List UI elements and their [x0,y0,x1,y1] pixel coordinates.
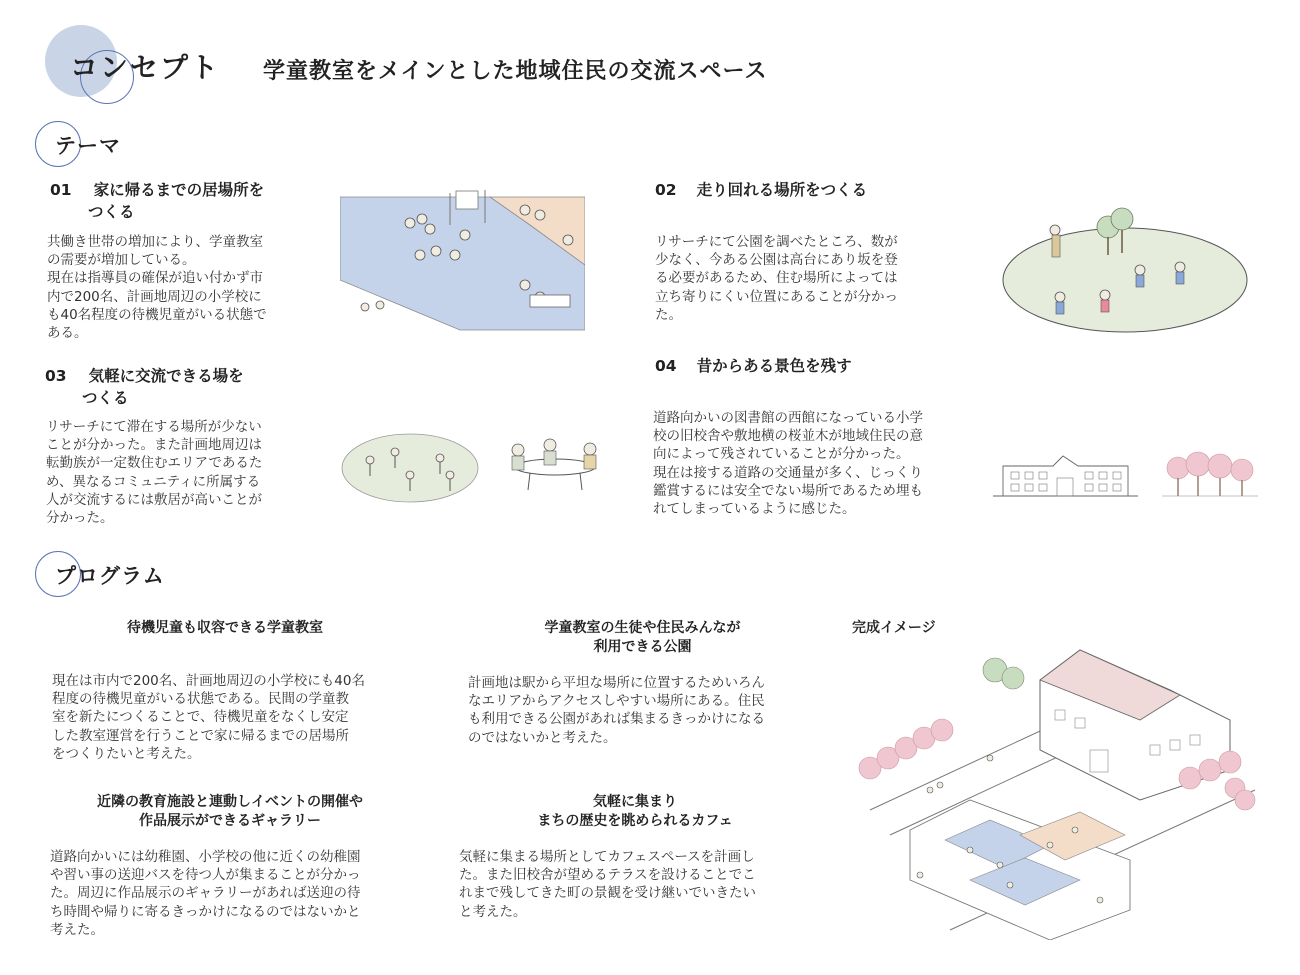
body-line: 向によって残されていることが分かった。 [653,446,910,463]
body-line: 分かった。 [46,510,114,527]
concept-subtitle: 学童教室をメインとした地域住民の交流スペース [263,59,768,84]
body-line: 現在は市内で200名、計画地周辺の小学校にも40名 [52,673,365,689]
body-line: 室を新たにつくることで、待機児童をなくし安定 [52,709,349,726]
theme-item-03-head-line1: 気軽に交流できる場を [88,367,244,385]
theme-item-01-body [47,233,267,342]
theme-item-03-head-line2: つくる [82,389,129,407]
program-item-3-body [50,848,361,939]
body-line: をつくりたいと考えた。 [52,745,201,762]
illustration-table [500,435,610,495]
body-line: ち時間や帰りに寄るきっかけになるのではないかと [50,903,361,920]
program-item-3-head [55,793,405,831]
body-line: ことが分かった。また計画地周辺は [46,437,262,454]
body-line: 鑑賞するには安全でない場所であるため埋も [653,482,923,499]
body-line: 程度の待機児童がいる状態である。民間の学童教 [52,691,349,708]
head-line: 気軽に集まり [593,794,677,810]
illustration-old-school [993,448,1138,500]
theme-item-01-head [50,180,264,201]
body-line: と考えた。 [459,903,527,920]
program-item-2-head [475,619,810,657]
head-line: 待機児童も収容できる学童教室 [127,620,323,636]
theme-title: テーマ [55,134,121,158]
body-line: め、異なるコミュニティに所属する [46,473,261,490]
body-line: る必要があるため、住む場所によっては [655,270,898,287]
body-line: リサーチにて滞在する場所が少ない [46,419,262,435]
body-line: や習い事の送迎バスを待つ人が集まることが分かっ [50,867,361,884]
theme-item-04-body [653,409,923,518]
body-line: も40名程度の待機児童がいる状態で [47,306,267,323]
theme-item-03-body [46,418,262,527]
theme-item-01-head-line1: 家に帰るまでの居場所を [93,181,265,199]
head-line: 作品展示ができるギャラリー [139,813,321,829]
theme-item-02-head-line1: 走り回れる場所をつくる [696,181,868,199]
head-line: 近隣の教育施設と連動しイベントの開催や [97,794,363,810]
body-line: のではないかと考えた。 [468,729,617,746]
body-line: 転勤族が一定数住むエリアであるた [46,455,263,472]
illustration-cherry-trees [1160,450,1260,500]
body-line: なエリアからアクセスしやすい場所にある。住民 [468,693,765,710]
theme-item-03-head [45,366,244,387]
head-line: 学童教室の生徒や住民みんなが [544,620,741,636]
illustration-completion [850,640,1270,940]
body-line: 現在は指導員の確保が追い付かず市 [47,270,263,287]
body-line: た。また旧校舎が望めるテラスを設けることでこ [459,867,756,884]
program-item-1-body [52,672,365,763]
theme-item-01-num: 01 [50,181,72,199]
theme-item-02-body [655,233,898,324]
theme-item-04-head-line1: 昔からある景色を残す [696,357,852,375]
body-line: の需要が増加している。 [47,252,196,269]
program-title: プログラム [55,564,165,588]
illustration-classroom [340,185,585,335]
body-line: も利用できる公園があれば集まるきっかけになる [468,711,765,728]
illustration-park [1000,205,1250,335]
body-line: 立ち寄りにくい位置にあることが分かっ [655,288,898,305]
theme-item-01-head-line2: つくる [88,203,135,221]
body-line: 考えた。 [50,921,104,938]
body-line: 校の旧校舎や敷地横の桜並木が地域住民の意 [653,428,923,445]
head-line: 利用できる公園 [593,639,692,655]
body-line: れてしまっているように感じた。 [653,501,856,518]
theme-item-02-num: 02 [655,181,677,199]
body-line: れまで残してきた町の景観を受け継いでいきたい [459,885,756,902]
body-line: 共働き世帯の増加により、学童教室 [47,234,263,250]
completion-image-label: 完成イメージ [852,620,936,636]
illustration-playing [340,430,480,505]
body-line: ある。 [47,325,88,342]
theme-item-04-num: 04 [655,357,677,375]
program-item-2-body [468,674,765,747]
body-line: た。 [655,306,682,323]
concept-title: コンセプト [70,51,221,84]
theme-item-02-head [655,180,867,201]
theme-item-03-num: 03 [45,367,67,385]
body-line: 計画地は駅から平坦な場所に位置するためいろん [468,675,765,691]
body-line: した教室運営を行うことで家に帰るまでの居場所 [52,727,349,744]
theme-item-04-head [655,356,852,377]
body-line: リサーチにて公園を調べたところ、数が [655,234,898,250]
program-item-1-head [60,619,390,638]
body-line: 現在は接する道路の交通量が多く、じっくり [653,464,923,481]
body-line: 気軽に集まる場所としてカフェスペースを計画し [459,849,755,865]
body-line: 少なく、今ある公園は高台にあり坂を登 [655,252,898,269]
program-item-4-body [459,848,756,921]
body-line: 道路向かいには幼稚園、小学校の他に近くの幼稚園 [50,849,361,865]
program-item-4-head [470,793,800,831]
body-line: 人が交流するには敷居が高いことが [46,491,262,508]
head-line: まちの歴史を眺められるカフェ [537,813,733,829]
body-line: 道路向かいの図書館の西館になっている小学 [653,410,923,426]
body-line: 内で200名、計画地周辺の小学校に [47,288,262,305]
body-line: た。周辺に作品展示のギャラリーがあれば送迎の待 [50,885,361,902]
